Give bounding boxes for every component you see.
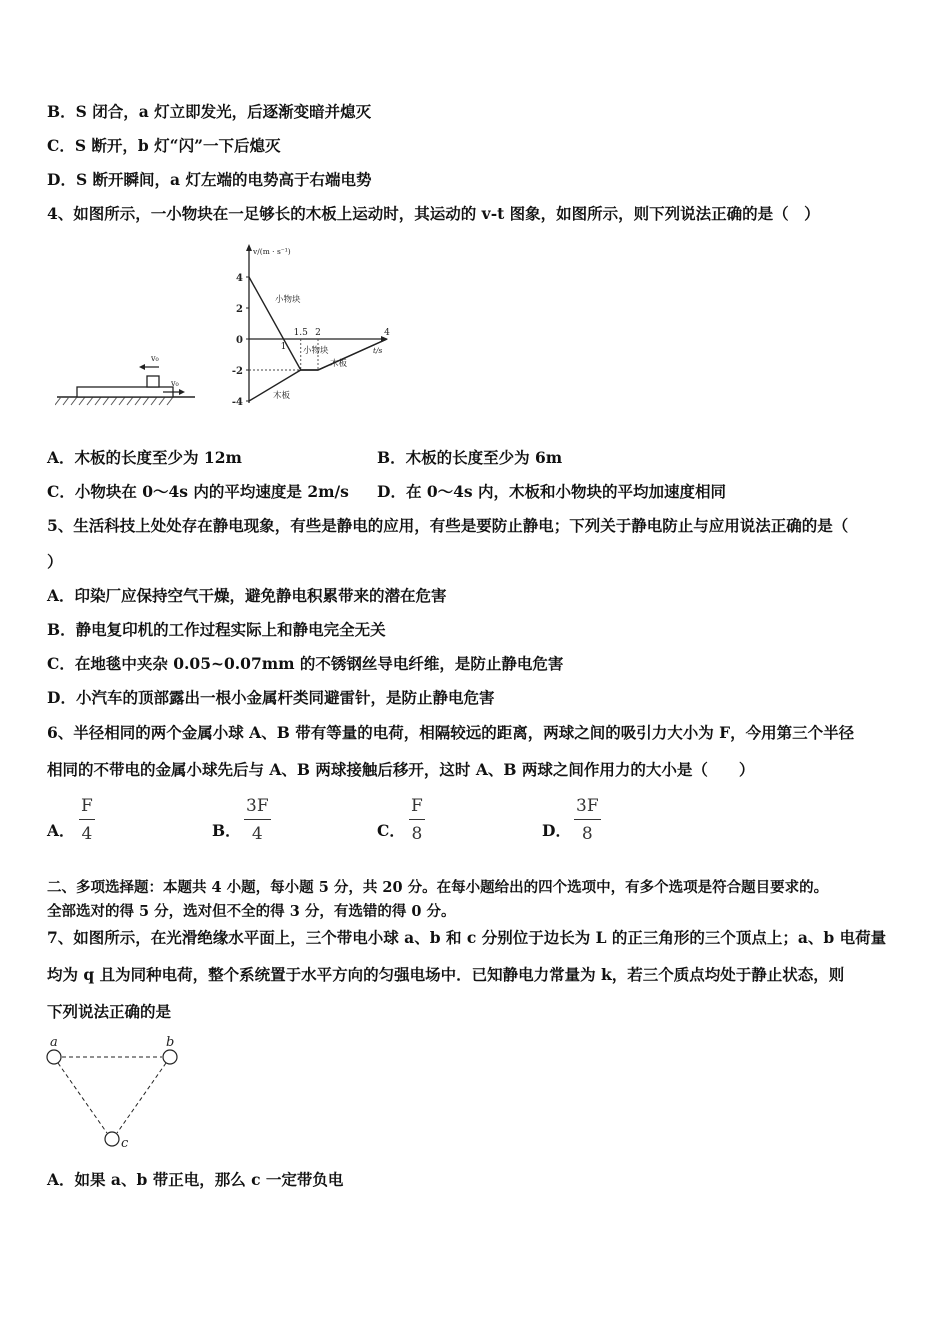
q6-option-fraction	[409, 795, 425, 845]
q7-option-a: A．如果 a、b 带正电，那么 c 一定带负电	[47, 1170, 344, 1189]
q3-option-d: D．S 断开瞬间，a 灯左端的电势高于右端电势	[47, 170, 372, 189]
charge-b	[163, 1050, 177, 1064]
charge-c	[105, 1132, 119, 1146]
q4-option-d: D．在 0～4s 内，木板和小物块的平均加速度相同	[377, 482, 727, 501]
q4-stem: 4、如图所示，一小物块在一足够长的木板上运动时，其运动的 v-t 图象，如图所示，则下列说法正确的是（ ）	[47, 204, 820, 223]
fraction-denominator: 4	[81, 824, 93, 844]
q4-option-b: B．木板的长度至少为 6m	[377, 448, 563, 467]
y-tick-label: 0	[236, 335, 243, 346]
curve-label-board-bottom: 木板	[273, 391, 291, 401]
fraction-denominator: 8	[411, 824, 423, 844]
q6-option-fraction	[79, 795, 95, 845]
q6-option-label: B．	[212, 821, 241, 840]
fraction-numerator: F	[81, 796, 93, 816]
q6-option-fraction	[244, 795, 271, 845]
y-tick-label: -2	[231, 366, 243, 377]
fraction-numerator: F	[411, 796, 423, 816]
q5-stem-line2: ）	[47, 552, 63, 571]
q5-stem-line1: 5、生活科技上处处存在静电现象，有些是静电的应用，有些是要防止静电；下列关于静电防止与应用说法正确的是（	[47, 516, 849, 535]
q5-option-a: A．印染厂应保持空气干燥，避免静电积累带来的潜在危害	[47, 586, 447, 605]
y-tick-label: 4	[236, 273, 243, 284]
q4-v0-label-top: v₀	[151, 354, 159, 363]
label-c: c	[121, 1136, 129, 1150]
q5-option-c: C．在地毯中夹杂 0.05~0.07mm 的不锈钢丝导电纤维，是防止静电危害	[47, 654, 564, 673]
y-tick-label: 2	[236, 304, 243, 315]
x-axis-label: t/s	[373, 346, 383, 355]
q4-v0-label-bottom: v₀	[171, 379, 179, 388]
q3-option-b: B．S 闭合，a 灯立即发光，后逐渐变暗并熄灭	[47, 102, 372, 121]
q7-stem-line2: 均为 q 且为同种电荷，整个系统置于水平方向的匀强电场中．已知静电力常量为 k，若三个质点均处于静止状态，则	[47, 965, 845, 984]
q3-option-c: C．S 断开，b 灯“闪”一下后熄灭	[47, 136, 281, 155]
curve-label-block-mid: 小物块	[303, 346, 329, 356]
q6-option-fraction	[574, 795, 601, 845]
q6-option-label: A．	[47, 821, 75, 840]
q5-option-b: B．静电复印机的工作过程实际上和静电完全无关	[47, 620, 386, 639]
label-a: a	[50, 1035, 58, 1050]
x-tick-label: 2	[315, 328, 321, 338]
q6-stem-line2: 相同的不带电的金属小球先后与 A、B 两球接触后移开，这时 A、B 两球之间作用力的大小是（ ）	[47, 760, 755, 779]
x-tick-label: 1	[280, 342, 287, 352]
charge-a	[47, 1050, 61, 1064]
curve-label-board-right: 木板	[330, 359, 348, 369]
q4-option-c: C．小物块在 0～4s 内的平均速度是 2m/s	[47, 482, 349, 501]
q6-stem-line1: 6、半径相同的两个金属小球 A、B 带有等量的电荷，相隔较远的距离，两球之间的吸引力大小为 F，今用第三个半径	[47, 723, 855, 742]
q7-triangle-figure	[40, 1030, 190, 1150]
section2-heading-line2: 全部选对的得 5 分，选对但不全的得 3 分，有选错的得 0 分。	[47, 903, 456, 920]
label-b: b	[166, 1035, 175, 1050]
q5-option-d: D．小汽车的顶部露出一根小金属杆类同避雷针，是防止静电危害	[47, 688, 495, 707]
fraction-denominator: 4	[251, 824, 263, 844]
y-tick-label: -4	[231, 397, 243, 408]
curve-label-block-top: 小物块	[275, 295, 301, 305]
q4-board-figure	[55, 345, 200, 410]
fraction-denominator: 8	[581, 824, 593, 844]
section2-heading-line1: 二、多项选择题：本题共 4 小题，每小题 5 分，共 20 分。在每小题给出的四个选项中，有多个选项是符合题目要求的。	[47, 879, 829, 896]
fraction-numerator: 3F	[576, 796, 599, 816]
y-axis-label: v/(m · s⁻¹)	[253, 247, 291, 256]
fraction-numerator: 3F	[246, 796, 269, 816]
q4-option-a: A．木板的长度至少为 12m	[47, 448, 242, 467]
q7-stem-line1: 7、如图所示，在光滑绝缘水平面上，三个带电小球 a、b 和 c 分别位于边长为 L 的正三角形的三个顶点上；a、b 电荷量	[47, 928, 887, 947]
x-tick-label: 4	[384, 328, 390, 338]
q6-option-label: D．	[542, 821, 571, 840]
q4-vt-chart	[225, 240, 395, 410]
q7-stem-line3: 下列说法正确的是	[47, 1002, 172, 1021]
q6-option-label: C．	[377, 821, 405, 840]
x-tick-label: 1.5	[293, 328, 308, 338]
